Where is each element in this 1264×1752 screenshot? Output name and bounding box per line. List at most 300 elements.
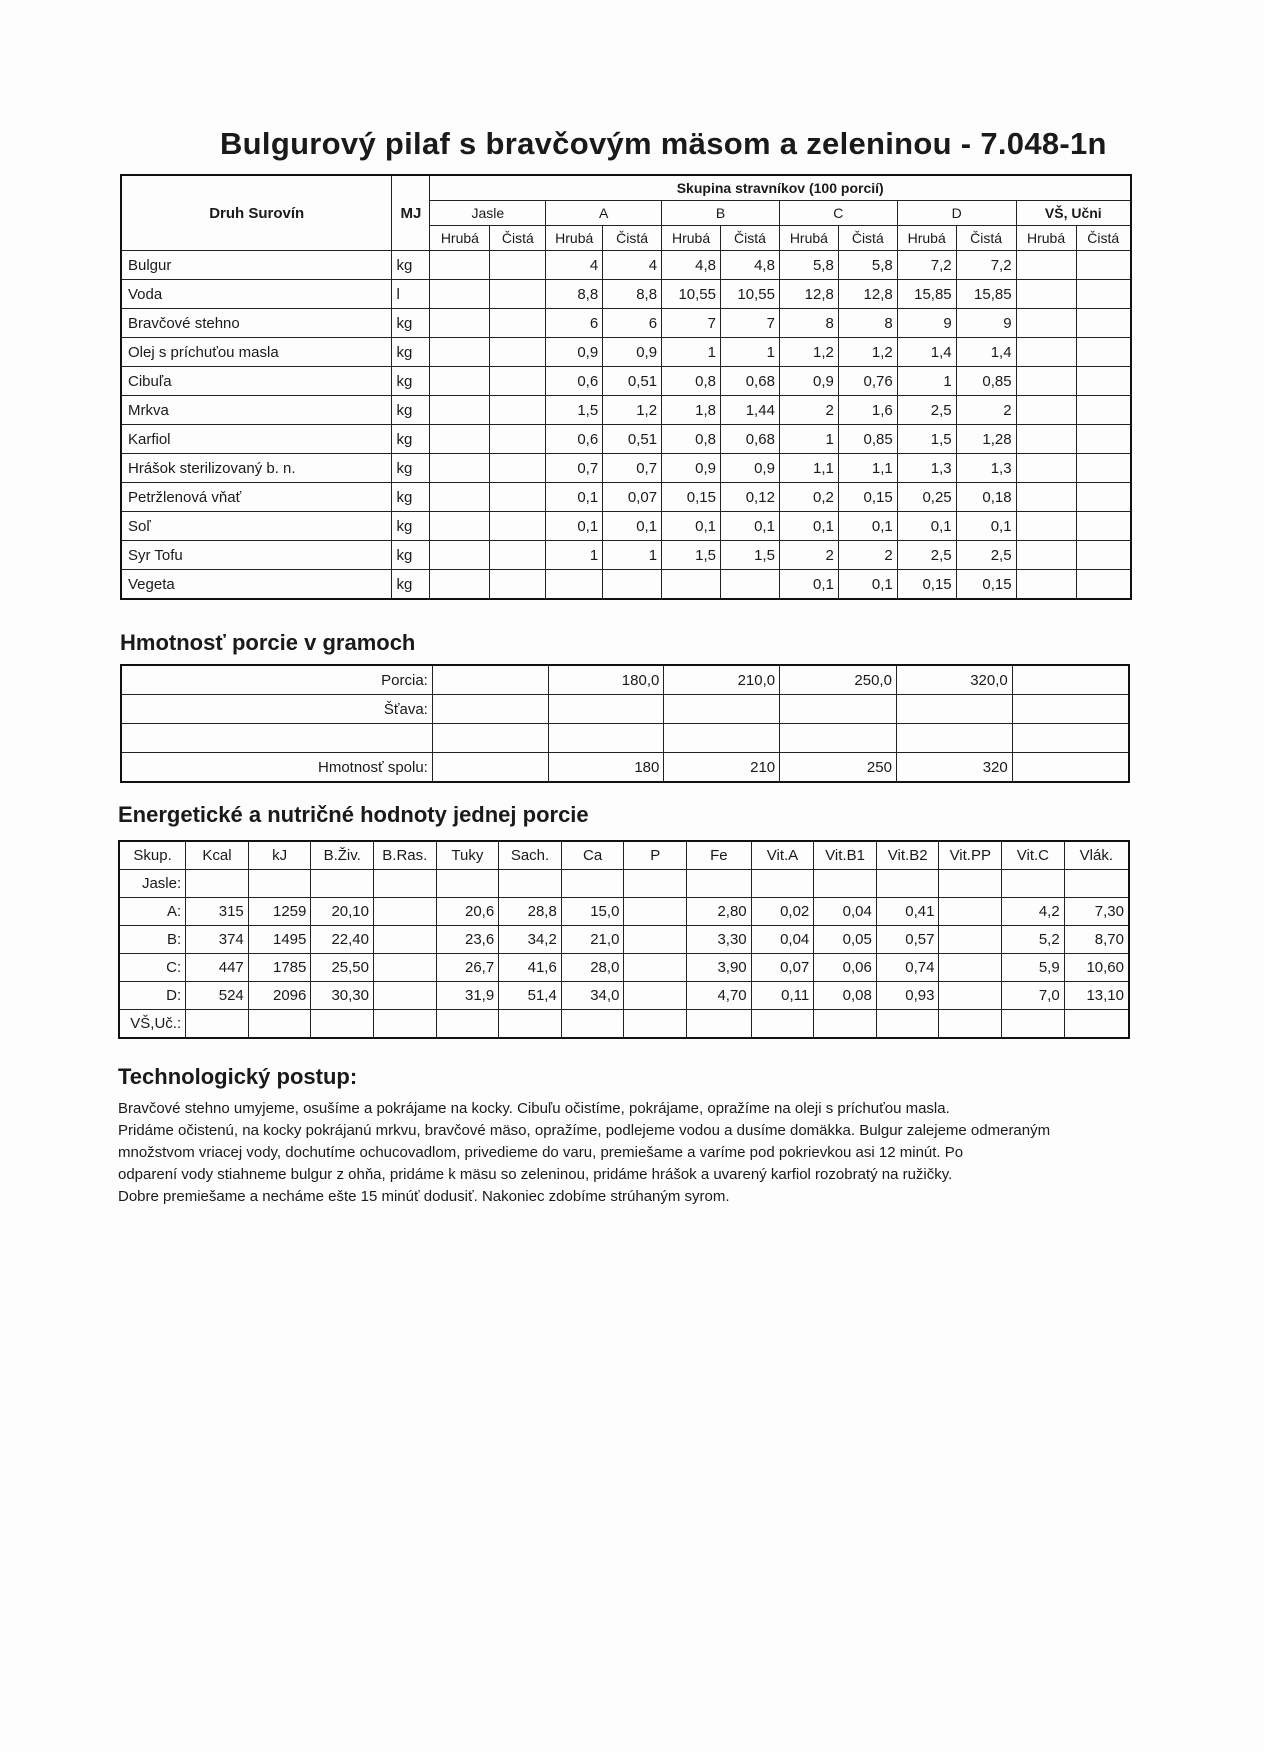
ingredient-unit: kg <box>392 541 430 570</box>
nutrition-header: Skup. <box>119 841 186 870</box>
ingredient-amount <box>1016 425 1076 454</box>
portion-value <box>548 724 664 753</box>
ingredient-amount: 0,1 <box>956 512 1016 541</box>
ingredient-unit: kg <box>392 396 430 425</box>
ingredient-amount <box>1016 367 1076 396</box>
nutrition-header: Tuky <box>436 841 499 870</box>
nutrition-value: 1785 <box>248 954 311 982</box>
nutrition-header: Vlák. <box>1064 841 1129 870</box>
ingredient-name: Karfiol <box>121 425 392 454</box>
ingredient-amount: 0,1 <box>897 512 956 541</box>
ingredient-amount <box>490 425 546 454</box>
nutrition-value <box>1002 870 1065 898</box>
portion-value <box>432 695 548 724</box>
nutrition-value: 20,10 <box>311 898 374 926</box>
group-label: Jasle <box>430 201 546 226</box>
ingredient-amount: 0,1 <box>838 570 897 600</box>
nutrition-value <box>561 1010 624 1039</box>
ingredient-amount: 0,12 <box>721 483 780 512</box>
nutrition-value: 0,04 <box>751 926 814 954</box>
nutrition-header: Sach. <box>499 841 562 870</box>
nutrition-group: C: <box>119 954 186 982</box>
table-row <box>121 251 1131 280</box>
ingredient-amount: 12,8 <box>779 280 838 309</box>
ingredient-amount: 2,5 <box>897 396 956 425</box>
ingredient-amount <box>1076 367 1131 396</box>
ingredient-amount <box>1076 570 1131 600</box>
ingredient-amount: 4 <box>603 251 662 280</box>
nutrition-value <box>373 870 436 898</box>
ingredient-amount <box>1076 541 1131 570</box>
ingredient-amount: 7 <box>721 309 780 338</box>
ingredient-amount: 0,9 <box>546 338 603 367</box>
ingredient-amount: 1,6 <box>838 396 897 425</box>
nutrition-header: Vit.PP <box>939 841 1002 870</box>
ingredient-amount: 1,4 <box>897 338 956 367</box>
ingredient-amount: 0,1 <box>546 483 603 512</box>
ingredient-amount <box>721 570 780 600</box>
nutrition-value: 5,9 <box>1002 954 1065 982</box>
ingredient-amount <box>490 251 546 280</box>
ingredient-amount: 0,68 <box>721 425 780 454</box>
nutrition-value: 34,2 <box>499 926 562 954</box>
nutrition-value <box>373 898 436 926</box>
ingredient-amount <box>1076 512 1131 541</box>
nutrition-value <box>373 954 436 982</box>
ingredient-amount: 1,28 <box>956 425 1016 454</box>
sub-header-cista: Čistá <box>956 226 1016 251</box>
ingredient-amount: 15,85 <box>897 280 956 309</box>
procedure-heading: Technologický postup: <box>118 1064 358 1089</box>
ingredient-amount: 0,15 <box>838 483 897 512</box>
nutrition-value <box>814 1010 877 1039</box>
portion-value: 210 <box>664 753 780 783</box>
portion-value: 320 <box>896 753 1012 783</box>
nutrition-value: 28,0 <box>561 954 624 982</box>
nutrition-value <box>687 1010 752 1039</box>
ingredient-amount: 10,55 <box>721 280 780 309</box>
nutrition-value: 447 <box>186 954 249 982</box>
nutrition-value: 21,0 <box>561 926 624 954</box>
table-row <box>119 982 1129 1010</box>
nutrition-value: 0,04 <box>814 898 877 926</box>
ingredient-amount: 1 <box>662 338 721 367</box>
table-row <box>121 541 1131 570</box>
ingredient-amount: 1 <box>721 338 780 367</box>
nutrition-value: 20,6 <box>436 898 499 926</box>
ingredient-unit: kg <box>392 309 430 338</box>
nutrition-header: Ca <box>561 841 624 870</box>
ingredient-amount <box>430 396 490 425</box>
group-label: D <box>897 201 1016 226</box>
portion-value <box>548 695 664 724</box>
table-row <box>119 870 1129 898</box>
ingredient-amount: 1 <box>897 367 956 396</box>
ingredient-amount: 2 <box>779 396 838 425</box>
ingredient-amount <box>490 541 546 570</box>
ingredient-amount: 2 <box>838 541 897 570</box>
table-row <box>121 454 1131 483</box>
nutrition-value <box>939 870 1002 898</box>
ingredient-amount: 4 <box>546 251 603 280</box>
ingredient-amount: 0,1 <box>721 512 780 541</box>
ingredient-amount: 0,51 <box>603 367 662 396</box>
portion-value: 320,0 <box>896 665 1012 695</box>
ingredient-amount: 1,1 <box>838 454 897 483</box>
ingredient-amount: 8 <box>838 309 897 338</box>
sub-header-hruba: Hrubá <box>546 226 603 251</box>
nutrition-value <box>1002 1010 1065 1039</box>
nutrition-value <box>499 1010 562 1039</box>
nutrition-value <box>751 870 814 898</box>
table-row <box>121 280 1131 309</box>
ingredient-amount: 0,85 <box>838 425 897 454</box>
nutrition-value <box>373 1010 436 1039</box>
ingredient-amount: 1,1 <box>779 454 838 483</box>
nutrition-group: D: <box>119 982 186 1010</box>
nutrition-value: 524 <box>186 982 249 1010</box>
nutrition-value <box>1064 870 1129 898</box>
nutrition-value: 315 <box>186 898 249 926</box>
nutrition-header: Vit.A <box>751 841 814 870</box>
nutrition-value: 22,40 <box>311 926 374 954</box>
ingredient-amount: 1,2 <box>603 396 662 425</box>
table-row <box>121 570 1131 600</box>
portion-value <box>432 753 548 783</box>
sub-header-hruba: Hrubá <box>662 226 721 251</box>
group-label: C <box>779 201 897 226</box>
portion-value <box>1012 695 1129 724</box>
ingredient-unit: kg <box>392 454 430 483</box>
nutrition-value: 4,2 <box>1002 898 1065 926</box>
ingredient-amount: 4,8 <box>662 251 721 280</box>
ingredient-amount: 1 <box>603 541 662 570</box>
nutrition-value: 2096 <box>248 982 311 1010</box>
ingredient-amount: 0,9 <box>721 454 780 483</box>
ingredient-amount: 2,5 <box>897 541 956 570</box>
ingredient-amount <box>490 367 546 396</box>
sub-header-cista: Čistá <box>603 226 662 251</box>
nutrition-value <box>687 870 752 898</box>
nutrition-value: 31,9 <box>436 982 499 1010</box>
ingredient-amount: 0,8 <box>662 367 721 396</box>
nutrition-value: 8,70 <box>1064 926 1129 954</box>
ingredient-amount <box>430 454 490 483</box>
nutrition-value <box>939 1010 1002 1039</box>
ingredient-amount: 0,8 <box>662 425 721 454</box>
ingredient-amount: 0,9 <box>662 454 721 483</box>
ingredient-amount <box>1016 454 1076 483</box>
ingredient-amount: 7,2 <box>897 251 956 280</box>
ingredient-unit: kg <box>392 251 430 280</box>
group-label: A <box>546 201 662 226</box>
ingredient-amount <box>1016 309 1076 338</box>
ingredient-amount <box>430 251 490 280</box>
portion-value <box>1012 753 1129 783</box>
ingredient-amount: 8 <box>779 309 838 338</box>
portion-value: 180 <box>548 753 664 783</box>
ingredient-amount: 6 <box>603 309 662 338</box>
ingredient-amount: 1,2 <box>779 338 838 367</box>
ingredient-name: Bulgur <box>121 251 392 280</box>
nutrition-value: 2,80 <box>687 898 752 926</box>
ingredient-amount: 9 <box>897 309 956 338</box>
nutrition-value: 0,93 <box>876 982 939 1010</box>
portion-value <box>896 724 1012 753</box>
sub-header-hruba: Hrubá <box>1016 226 1076 251</box>
portion-value: 180,0 <box>548 665 664 695</box>
ingredient-unit: kg <box>392 570 430 600</box>
ingredient-amount: 2,5 <box>956 541 1016 570</box>
nutrition-value <box>624 1010 687 1039</box>
nutrition-value <box>876 870 939 898</box>
nutrition-value <box>373 926 436 954</box>
ingredient-amount <box>603 570 662 600</box>
nutrition-header: kJ <box>248 841 311 870</box>
ingredient-amount: 0,68 <box>721 367 780 396</box>
ingredient-amount: 4,8 <box>721 251 780 280</box>
portion-value <box>664 724 780 753</box>
table-row <box>121 396 1131 425</box>
procedure-line: Bravčové stehno umyjeme, osušíme a pokrájame na kocky. Cibuľu očistíme, pokrájame, opražíme na oleji s príchuťou masla. <box>118 1100 950 1117</box>
sub-header-cista: Čistá <box>1076 226 1131 251</box>
ingredient-amount: 0,07 <box>603 483 662 512</box>
table-row <box>121 309 1131 338</box>
nutrition-value: 7,30 <box>1064 898 1129 926</box>
nutrition-group: A: <box>119 898 186 926</box>
nutrition-header: P <box>624 841 687 870</box>
group-header: Skupina stravníkov (100 porcií) <box>430 175 1131 201</box>
ingredient-amount: 1,5 <box>662 541 721 570</box>
ingredient-name: Cibuľa <box>121 367 392 396</box>
ingredient-name: Mrkva <box>121 396 392 425</box>
ingredient-amount: 0,2 <box>779 483 838 512</box>
ingredient-amount: 0,85 <box>956 367 1016 396</box>
ingredient-unit: l <box>392 280 430 309</box>
group-label: B <box>662 201 780 226</box>
ingredient-amount: 9 <box>956 309 1016 338</box>
nutrition-value <box>186 870 249 898</box>
nutrition-value <box>373 982 436 1010</box>
nutrition-value <box>311 1010 374 1039</box>
ingredient-name: Soľ <box>121 512 392 541</box>
portion-heading: Hmotnosť porcie v gramoch <box>120 630 416 655</box>
nutrition-header: B.Ras. <box>373 841 436 870</box>
nutrition-value: 15,0 <box>561 898 624 926</box>
nutrition-value: 0,11 <box>751 982 814 1010</box>
nutrition-value <box>186 1010 249 1039</box>
table-row <box>119 898 1129 926</box>
nutrition-value: 1495 <box>248 926 311 954</box>
ingredient-amount <box>430 570 490 600</box>
portion-value: 210,0 <box>664 665 780 695</box>
nutrition-value: 1259 <box>248 898 311 926</box>
ingredient-amount: 0,1 <box>662 512 721 541</box>
table-row <box>121 338 1131 367</box>
ingredient-amount: 1,2 <box>838 338 897 367</box>
nutrition-value: 30,30 <box>311 982 374 1010</box>
ingredient-name: Olej s príchuťou masla <box>121 338 392 367</box>
nutrition-value <box>248 870 311 898</box>
ingredient-amount <box>430 541 490 570</box>
table-row <box>121 483 1131 512</box>
ingredient-amount: 0,7 <box>603 454 662 483</box>
table-row <box>121 695 1129 724</box>
nutrition-value <box>814 870 877 898</box>
ingredient-amount <box>1076 338 1131 367</box>
table-row <box>119 1010 1129 1039</box>
nutrition-value: 26,7 <box>436 954 499 982</box>
ingredient-amount: 7 <box>662 309 721 338</box>
ingredient-amount: 0,15 <box>662 483 721 512</box>
nutrition-header-row <box>119 841 1129 870</box>
procedure-text <box>118 1098 1178 1208</box>
nutrition-value: 23,6 <box>436 926 499 954</box>
nutrition-value: 34,0 <box>561 982 624 1010</box>
ingredient-amount: 0,9 <box>603 338 662 367</box>
ingredient-amount <box>1076 309 1131 338</box>
ingredient-amount <box>1076 483 1131 512</box>
sub-header-hruba: Hrubá <box>779 226 838 251</box>
ingredient-amount: 5,8 <box>838 251 897 280</box>
table-row <box>119 926 1129 954</box>
table-row <box>121 753 1129 783</box>
ingredient-name: Hrášok sterilizovaný b. n. <box>121 454 392 483</box>
sub-header-cista: Čistá <box>838 226 897 251</box>
ingredient-amount <box>1076 280 1131 309</box>
nutrition-value <box>624 982 687 1010</box>
nutrition-value: 0,74 <box>876 954 939 982</box>
ingredient-name: Syr Tofu <box>121 541 392 570</box>
ingredient-amount: 12,8 <box>838 280 897 309</box>
nutrition-value <box>1064 1010 1129 1039</box>
ingredient-amount <box>1016 512 1076 541</box>
ingredient-unit: kg <box>392 483 430 512</box>
ingredient-amount <box>1076 454 1131 483</box>
table-row <box>121 367 1131 396</box>
ingredient-unit: kg <box>392 367 430 396</box>
ingredient-amount: 2 <box>779 541 838 570</box>
portion-value <box>664 695 780 724</box>
portion-label: Hmotnosť spolu: <box>121 753 432 783</box>
nutrition-value <box>561 870 624 898</box>
sub-header-hruba: Hrubá <box>897 226 956 251</box>
nutrition-header: B.Živ. <box>311 841 374 870</box>
nutrition-value: 0,05 <box>814 926 877 954</box>
ingredient-amount: 1 <box>546 541 603 570</box>
nutrition-value: 3,90 <box>687 954 752 982</box>
nutrition-value: 10,60 <box>1064 954 1129 982</box>
nutrition-value: 0,41 <box>876 898 939 926</box>
nutrition-value <box>624 870 687 898</box>
nutrition-value <box>876 1010 939 1039</box>
nutrition-value: 41,6 <box>499 954 562 982</box>
nutrition-group: VŠ,Uč.: <box>119 1010 186 1039</box>
nutrition-value: 7,0 <box>1002 982 1065 1010</box>
sub-header-cista: Čistá <box>490 226 546 251</box>
ingredient-amount <box>490 483 546 512</box>
ingredient-amount: 0,76 <box>838 367 897 396</box>
table-row <box>121 425 1131 454</box>
nutrition-value <box>939 926 1002 954</box>
ingredient-amount <box>430 512 490 541</box>
ingredient-amount <box>1016 338 1076 367</box>
nutrition-value: 25,50 <box>311 954 374 982</box>
nutrition-group: B: <box>119 926 186 954</box>
nutrition-value <box>436 1010 499 1039</box>
ingredient-amount <box>1016 541 1076 570</box>
nutrition-value: 0,07 <box>751 954 814 982</box>
ingredient-amount <box>490 512 546 541</box>
nutrition-value: 5,2 <box>1002 926 1065 954</box>
procedure-line: odparení vody stiahneme bulgur z ohňa, pridáme k mäsu so zeleninou, pridáme hrášok a uvarený karfiol rozobratý na ružičky. <box>118 1166 953 1183</box>
ingredient-amount: 8,8 <box>603 280 662 309</box>
portion-value <box>780 695 897 724</box>
ingredient-amount <box>1016 396 1076 425</box>
ingredient-name: Petržlenová vňať <box>121 483 392 512</box>
portion-value <box>1012 724 1129 753</box>
nutrition-value: 51,4 <box>499 982 562 1010</box>
nutrition-value: 13,10 <box>1064 982 1129 1010</box>
ingredient-amount <box>1076 396 1131 425</box>
ingredient-name: Bravčové stehno <box>121 309 392 338</box>
ingredient-amount: 0,7 <box>546 454 603 483</box>
portion-value <box>896 695 1012 724</box>
ingredient-amount <box>662 570 721 600</box>
ingredient-name: Voda <box>121 280 392 309</box>
nutrition-value <box>939 954 1002 982</box>
ingredient-amount <box>430 338 490 367</box>
ingredients-body <box>121 251 1131 600</box>
nutrition-heading: Energetické a nutričné hodnoty jednej porcie <box>118 802 589 827</box>
nutrition-header: Vit.C <box>1002 841 1065 870</box>
nutrition-value <box>499 870 562 898</box>
ingredient-amount: 0,1 <box>779 512 838 541</box>
nutrition-value <box>624 898 687 926</box>
ingredient-amount <box>1016 483 1076 512</box>
ingredient-amount: 10,55 <box>662 280 721 309</box>
ingredient-amount: 0,1 <box>779 570 838 600</box>
table-row <box>121 665 1129 695</box>
ingredient-amount: 1,5 <box>721 541 780 570</box>
portion-label: Šťava: <box>121 695 432 724</box>
nutrition-table <box>118 840 1130 1039</box>
nutrition-header: Fe <box>687 841 752 870</box>
ingredient-unit: kg <box>392 425 430 454</box>
ingredient-amount <box>1016 570 1076 600</box>
nutrition-value: 4,70 <box>687 982 752 1010</box>
table-row <box>121 724 1129 753</box>
nutrition-header: Vit.B1 <box>814 841 877 870</box>
ingredient-amount: 1,5 <box>546 396 603 425</box>
ingredient-amount: 0,6 <box>546 425 603 454</box>
ingredient-amount <box>430 425 490 454</box>
col-unit-header: MJ <box>392 175 430 251</box>
ingredient-amount <box>546 570 603 600</box>
procedure-line: množstvom vriacej vody, dochutíme ochucovadlom, privedieme do varu, premiešame a varíme pod pokrievkou asi 12 minút. Po <box>118 1144 964 1161</box>
ingredient-amount: 15,85 <box>956 280 1016 309</box>
ingredient-amount <box>490 338 546 367</box>
ingredient-amount: 0,9 <box>779 367 838 396</box>
ingredient-amount: 1,3 <box>956 454 1016 483</box>
nutrition-value: 0,02 <box>751 898 814 926</box>
ingredient-amount <box>490 570 546 600</box>
table-row <box>121 512 1131 541</box>
ingredient-amount: 1,4 <box>956 338 1016 367</box>
nutrition-value <box>436 870 499 898</box>
ingredient-amount: 0,51 <box>603 425 662 454</box>
ingredient-amount: 1,5 <box>897 425 956 454</box>
